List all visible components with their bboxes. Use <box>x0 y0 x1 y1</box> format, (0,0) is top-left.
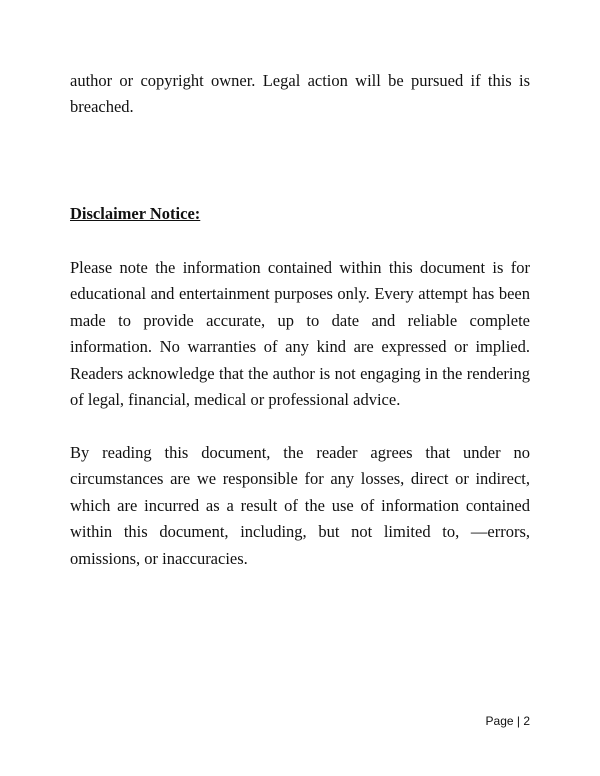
disclaimer-paragraph-1: Please note the information contained within this document is for educational and entertainment purposes only. Every attempt has been made to provide accurate, up to date and reliable complete information. No warranties of any kind are expressed or implied. Readers acknowledge that the author is not engaging in the rendering of legal, financial, medical or professional advice. <box>70 258 530 410</box>
page-number: Page | 2 <box>485 714 530 728</box>
disclaimer-heading: Disclaimer Notice: <box>70 204 201 223</box>
intro-paragraph: author or copyright owner. Legal action will be pursued if this is breached. <box>70 71 530 117</box>
disclaimer-paragraph-2: By reading this document, the reader agrees that under no circumstances are we responsible for any losses, direct or indirect, which are incurred as a result of the use of information contained within this document, including, but not limited to, —errors, omissions, or inaccuracies. <box>70 443 530 568</box>
